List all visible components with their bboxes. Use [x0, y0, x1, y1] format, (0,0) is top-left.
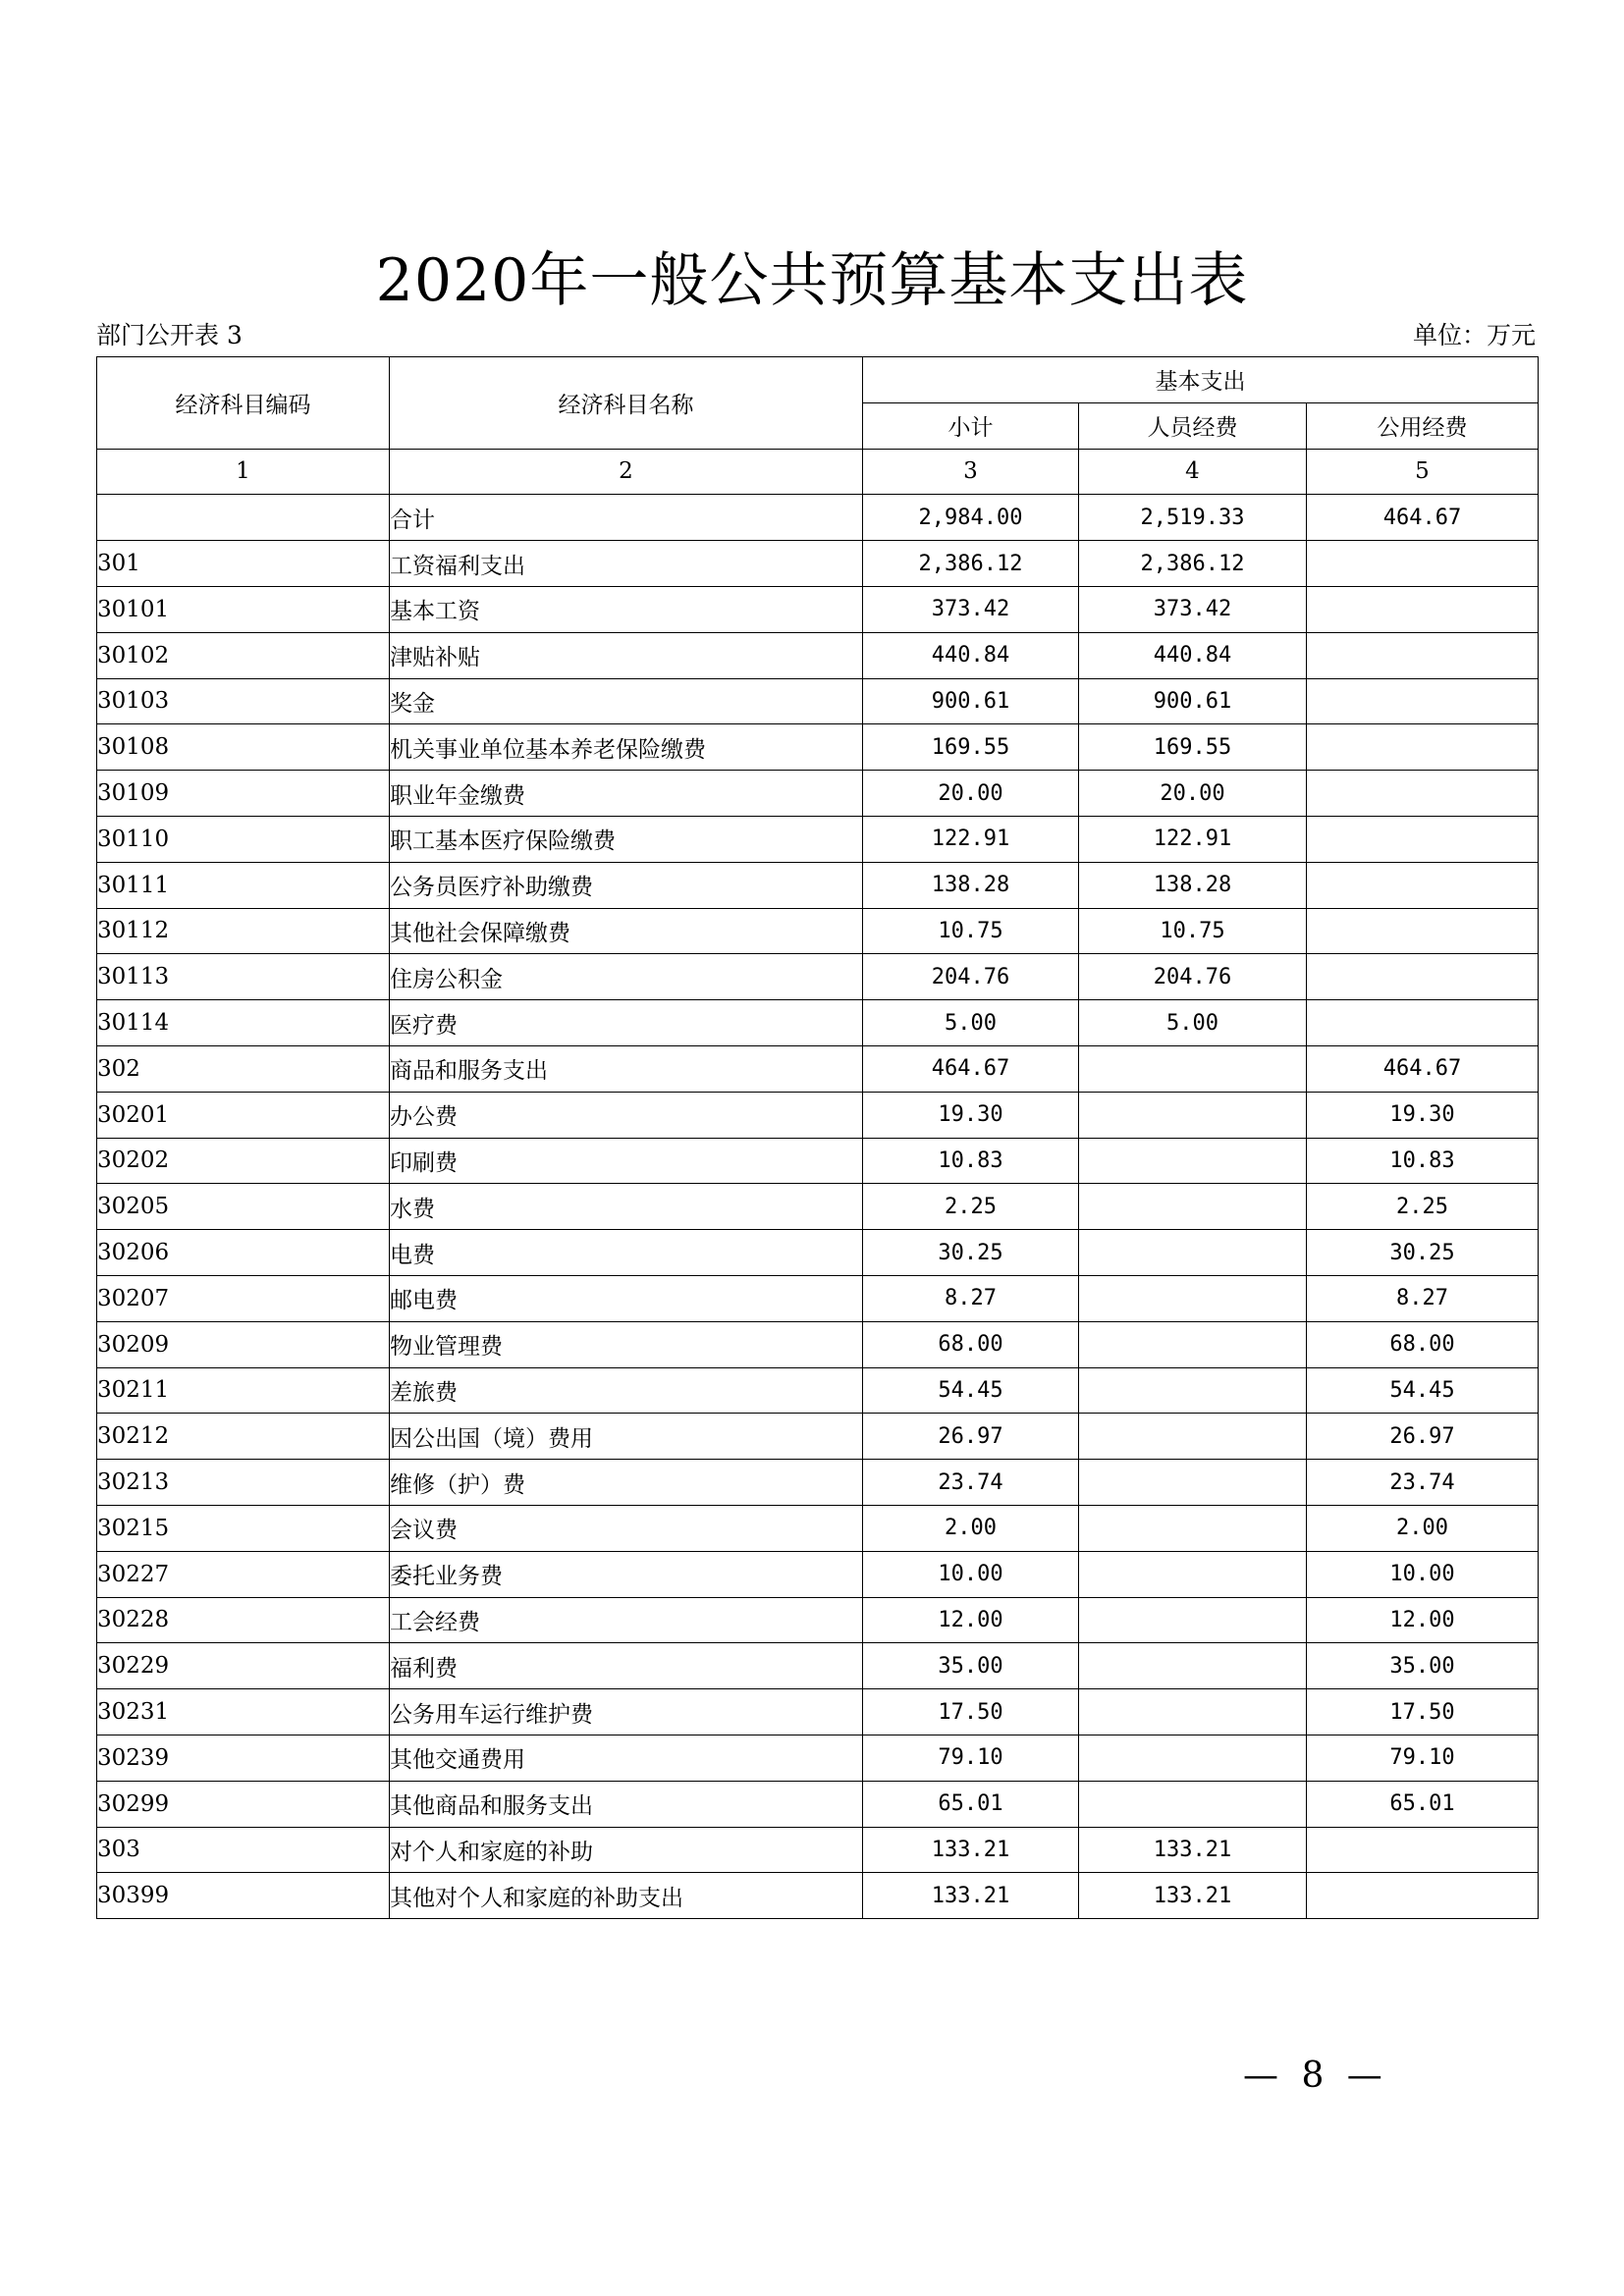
header-personnel: 人员经费 — [1079, 402, 1307, 449]
cell-code: 30209 — [97, 1321, 390, 1367]
table-row — [97, 1460, 1539, 1506]
cell-public: 2.25 — [1307, 1184, 1539, 1230]
cell-code: 30299 — [97, 1781, 390, 1827]
cell-code: 30114 — [97, 1000, 390, 1046]
cell-code: 30110 — [97, 816, 390, 862]
header-subtotal: 小计 — [863, 402, 1079, 449]
cell-public: 10.83 — [1307, 1138, 1539, 1184]
cell-code: 30108 — [97, 724, 390, 771]
cell-name: 职工基本医疗保险缴费 — [390, 816, 863, 862]
cell-personnel — [1079, 1321, 1307, 1367]
cell-subtotal: 12.00 — [863, 1597, 1079, 1643]
cell-personnel: 373.42 — [1079, 586, 1307, 632]
cell-code: 30109 — [97, 771, 390, 817]
cell-code: 303 — [97, 1827, 390, 1873]
cell-name: 津贴补贴 — [390, 632, 863, 678]
header-basic-expenditure: 基本支出 — [863, 357, 1539, 403]
table-row — [97, 1184, 1539, 1230]
cell-code: 30103 — [97, 678, 390, 724]
table-row — [97, 724, 1539, 771]
cell-personnel — [1079, 1275, 1307, 1321]
cell-subtotal: 10.83 — [863, 1138, 1079, 1184]
header-code: 经济科目编码 — [97, 357, 390, 450]
cell-code: 30207 — [97, 1275, 390, 1321]
index-cell: 4 — [1079, 449, 1307, 495]
table-row — [97, 816, 1539, 862]
cell-name: 差旅费 — [390, 1367, 863, 1414]
cell-subtotal: 68.00 — [863, 1321, 1079, 1367]
table-row — [97, 1092, 1539, 1138]
table-row — [97, 862, 1539, 908]
cell-subtotal: 440.84 — [863, 632, 1079, 678]
cell-subtotal: 54.45 — [863, 1367, 1079, 1414]
cell-code: 30202 — [97, 1138, 390, 1184]
cell-code: 30113 — [97, 954, 390, 1000]
cell-name: 委托业务费 — [390, 1551, 863, 1597]
cell-personnel — [1079, 1414, 1307, 1460]
cell-name: 电费 — [390, 1230, 863, 1276]
cell-personnel: 10.75 — [1079, 908, 1307, 954]
cell-personnel — [1079, 1367, 1307, 1414]
cell-subtotal: 19.30 — [863, 1092, 1079, 1138]
cell-personnel: 2,386.12 — [1079, 541, 1307, 587]
table-row — [97, 1505, 1539, 1551]
cell-personnel — [1079, 1230, 1307, 1276]
cell-code: 30212 — [97, 1414, 390, 1460]
index-cell: 5 — [1307, 449, 1539, 495]
table-row — [97, 1781, 1539, 1827]
cell-public — [1307, 1873, 1539, 1919]
cell-public: 54.45 — [1307, 1367, 1539, 1414]
table-row — [97, 1414, 1539, 1460]
cell-personnel: 20.00 — [1079, 771, 1307, 817]
table-row — [97, 1367, 1539, 1414]
cell-public: 79.10 — [1307, 1735, 1539, 1781]
cell-name: 公务员医疗补助缴费 — [390, 862, 863, 908]
cell-subtotal: 65.01 — [863, 1781, 1079, 1827]
cell-personnel: 133.21 — [1079, 1873, 1307, 1919]
index-cell: 1 — [97, 449, 390, 495]
cell-public — [1307, 586, 1539, 632]
table-row — [97, 541, 1539, 587]
table-body — [97, 495, 1539, 1919]
cell-public — [1307, 632, 1539, 678]
cell-personnel: 138.28 — [1079, 862, 1307, 908]
cell-subtotal: 464.67 — [863, 1045, 1079, 1092]
cell-public: 23.74 — [1307, 1460, 1539, 1506]
cell-subtotal: 8.27 — [863, 1275, 1079, 1321]
cell-code: 30101 — [97, 586, 390, 632]
table-row — [97, 1597, 1539, 1643]
cell-personnel — [1079, 1138, 1307, 1184]
cell-subtotal: 133.21 — [863, 1873, 1079, 1919]
cell-subtotal: 5.00 — [863, 1000, 1079, 1046]
cell-name: 维修（护）费 — [390, 1460, 863, 1506]
cell-name: 会议费 — [390, 1505, 863, 1551]
cell-personnel: 133.21 — [1079, 1827, 1307, 1873]
cell-name: 因公出国（境）费用 — [390, 1414, 863, 1460]
table-row — [97, 1230, 1539, 1276]
cell-name: 奖金 — [390, 678, 863, 724]
cell-public: 30.25 — [1307, 1230, 1539, 1276]
cell-name: 办公费 — [390, 1092, 863, 1138]
cell-name: 其他对个人和家庭的补助支出 — [390, 1873, 863, 1919]
cell-subtotal: 133.21 — [863, 1827, 1079, 1873]
cell-personnel: 204.76 — [1079, 954, 1307, 1000]
page-number: — 8 — — [1243, 2056, 1388, 2096]
cell-public: 17.50 — [1307, 1689, 1539, 1735]
table-row — [97, 678, 1539, 724]
table-row — [97, 1275, 1539, 1321]
cell-public: 2.00 — [1307, 1505, 1539, 1551]
cell-name: 商品和服务支出 — [390, 1045, 863, 1092]
budget-table — [96, 356, 1539, 1919]
cell-name: 公务用车运行维护费 — [390, 1689, 863, 1735]
cell-subtotal: 900.61 — [863, 678, 1079, 724]
cell-subtotal: 20.00 — [863, 771, 1079, 817]
cell-personnel — [1079, 1643, 1307, 1689]
cell-public: 464.67 — [1307, 495, 1539, 541]
table-row — [97, 586, 1539, 632]
cell-subtotal: 2,984.00 — [863, 495, 1079, 541]
cell-code: 30205 — [97, 1184, 390, 1230]
cell-personnel: 122.91 — [1079, 816, 1307, 862]
cell-personnel — [1079, 1505, 1307, 1551]
table-row — [97, 908, 1539, 954]
cell-public: 12.00 — [1307, 1597, 1539, 1643]
cell-subtotal: 169.55 — [863, 724, 1079, 771]
table-row — [97, 954, 1539, 1000]
cell-public — [1307, 541, 1539, 587]
cell-name: 福利费 — [390, 1643, 863, 1689]
cell-name: 邮电费 — [390, 1275, 863, 1321]
header-name: 经济科目名称 — [390, 357, 863, 450]
cell-name: 职业年金缴费 — [390, 771, 863, 817]
cell-public — [1307, 1827, 1539, 1873]
cell-public: 19.30 — [1307, 1092, 1539, 1138]
table-row — [97, 1643, 1539, 1689]
table-row — [97, 1689, 1539, 1735]
page-title: 2020年一般公共预算基本支出表 — [375, 246, 1249, 315]
cell-code: 30399 — [97, 1873, 390, 1919]
cell-name: 水费 — [390, 1184, 863, 1230]
table-row — [97, 1321, 1539, 1367]
cell-personnel — [1079, 1045, 1307, 1092]
cell-public — [1307, 954, 1539, 1000]
cell-public — [1307, 1000, 1539, 1046]
cell-public: 35.00 — [1307, 1643, 1539, 1689]
table-row — [97, 1000, 1539, 1046]
cell-name: 对个人和家庭的补助 — [390, 1827, 863, 1873]
table-row — [97, 495, 1539, 541]
cell-subtotal: 10.00 — [863, 1551, 1079, 1597]
cell-public — [1307, 724, 1539, 771]
cell-code: 30112 — [97, 908, 390, 954]
cell-code: 30228 — [97, 1597, 390, 1643]
cell-name: 其他社会保障缴费 — [390, 908, 863, 954]
cell-name: 住房公积金 — [390, 954, 863, 1000]
cell-name: 工会经费 — [390, 1597, 863, 1643]
cell-code: 30239 — [97, 1735, 390, 1781]
cell-public — [1307, 862, 1539, 908]
cell-personnel — [1079, 1597, 1307, 1643]
cell-personnel — [1079, 1460, 1307, 1506]
cell-code: 30215 — [97, 1505, 390, 1551]
cell-code: 30111 — [97, 862, 390, 908]
cell-subtotal: 122.91 — [863, 816, 1079, 862]
index-cell: 3 — [863, 449, 1079, 495]
cell-public — [1307, 678, 1539, 724]
unit-label: 单位：万元 — [1412, 321, 1536, 349]
cell-code: 30213 — [97, 1460, 390, 1506]
index-cell: 2 — [390, 449, 863, 495]
cell-code: 30102 — [97, 632, 390, 678]
cell-name: 基本工资 — [390, 586, 863, 632]
cell-subtotal: 17.50 — [863, 1689, 1079, 1735]
cell-subtotal: 26.97 — [863, 1414, 1079, 1460]
table-label: 部门公开表 3 — [96, 321, 243, 349]
cell-subtotal: 35.00 — [863, 1643, 1079, 1689]
table-row — [97, 771, 1539, 817]
cell-subtotal: 79.10 — [863, 1735, 1079, 1781]
cell-code — [97, 495, 390, 541]
cell-personnel: 900.61 — [1079, 678, 1307, 724]
cell-subtotal: 30.25 — [863, 1230, 1079, 1276]
cell-public: 10.00 — [1307, 1551, 1539, 1597]
cell-subtotal: 204.76 — [863, 954, 1079, 1000]
cell-name: 物业管理费 — [390, 1321, 863, 1367]
cell-code: 30211 — [97, 1367, 390, 1414]
cell-personnel: 169.55 — [1079, 724, 1307, 771]
cell-name: 其他交通费用 — [390, 1735, 863, 1781]
cell-public: 8.27 — [1307, 1275, 1539, 1321]
cell-subtotal: 2.00 — [863, 1505, 1079, 1551]
cell-personnel — [1079, 1781, 1307, 1827]
cell-subtotal: 2,386.12 — [863, 541, 1079, 587]
cell-name: 工资福利支出 — [390, 541, 863, 587]
table-row — [97, 1045, 1539, 1092]
cell-subtotal: 138.28 — [863, 862, 1079, 908]
table-row — [97, 1735, 1539, 1781]
cell-public — [1307, 816, 1539, 862]
cell-personnel — [1079, 1735, 1307, 1781]
cell-personnel — [1079, 1689, 1307, 1735]
table-row — [97, 1551, 1539, 1597]
cell-code: 30231 — [97, 1689, 390, 1735]
cell-code: 30229 — [97, 1643, 390, 1689]
cell-name: 医疗费 — [390, 1000, 863, 1046]
cell-public: 68.00 — [1307, 1321, 1539, 1367]
cell-personnel: 2,519.33 — [1079, 495, 1307, 541]
cell-name: 其他商品和服务支出 — [390, 1781, 863, 1827]
cell-subtotal: 373.42 — [863, 586, 1079, 632]
cell-personnel: 5.00 — [1079, 1000, 1307, 1046]
cell-public — [1307, 771, 1539, 817]
cell-code: 30201 — [97, 1092, 390, 1138]
cell-name: 印刷费 — [390, 1138, 863, 1184]
table-row — [97, 1138, 1539, 1184]
cell-public: 26.97 — [1307, 1414, 1539, 1460]
cell-personnel — [1079, 1551, 1307, 1597]
cell-name: 合计 — [390, 495, 863, 541]
cell-public: 65.01 — [1307, 1781, 1539, 1827]
cell-name: 机关事业单位基本养老保险缴费 — [390, 724, 863, 771]
cell-public: 464.67 — [1307, 1045, 1539, 1092]
cell-personnel — [1079, 1184, 1307, 1230]
cell-code: 301 — [97, 541, 390, 587]
cell-public — [1307, 908, 1539, 954]
table-row — [97, 1827, 1539, 1873]
cell-subtotal: 23.74 — [863, 1460, 1079, 1506]
cell-subtotal: 2.25 — [863, 1184, 1079, 1230]
cell-personnel — [1079, 1092, 1307, 1138]
cell-personnel: 440.84 — [1079, 632, 1307, 678]
cell-code: 30206 — [97, 1230, 390, 1276]
table-row — [97, 632, 1539, 678]
header-public: 公用经费 — [1307, 402, 1539, 449]
table-row — [97, 1873, 1539, 1919]
cell-code: 30227 — [97, 1551, 390, 1597]
cell-code: 302 — [97, 1045, 390, 1092]
cell-subtotal: 10.75 — [863, 908, 1079, 954]
